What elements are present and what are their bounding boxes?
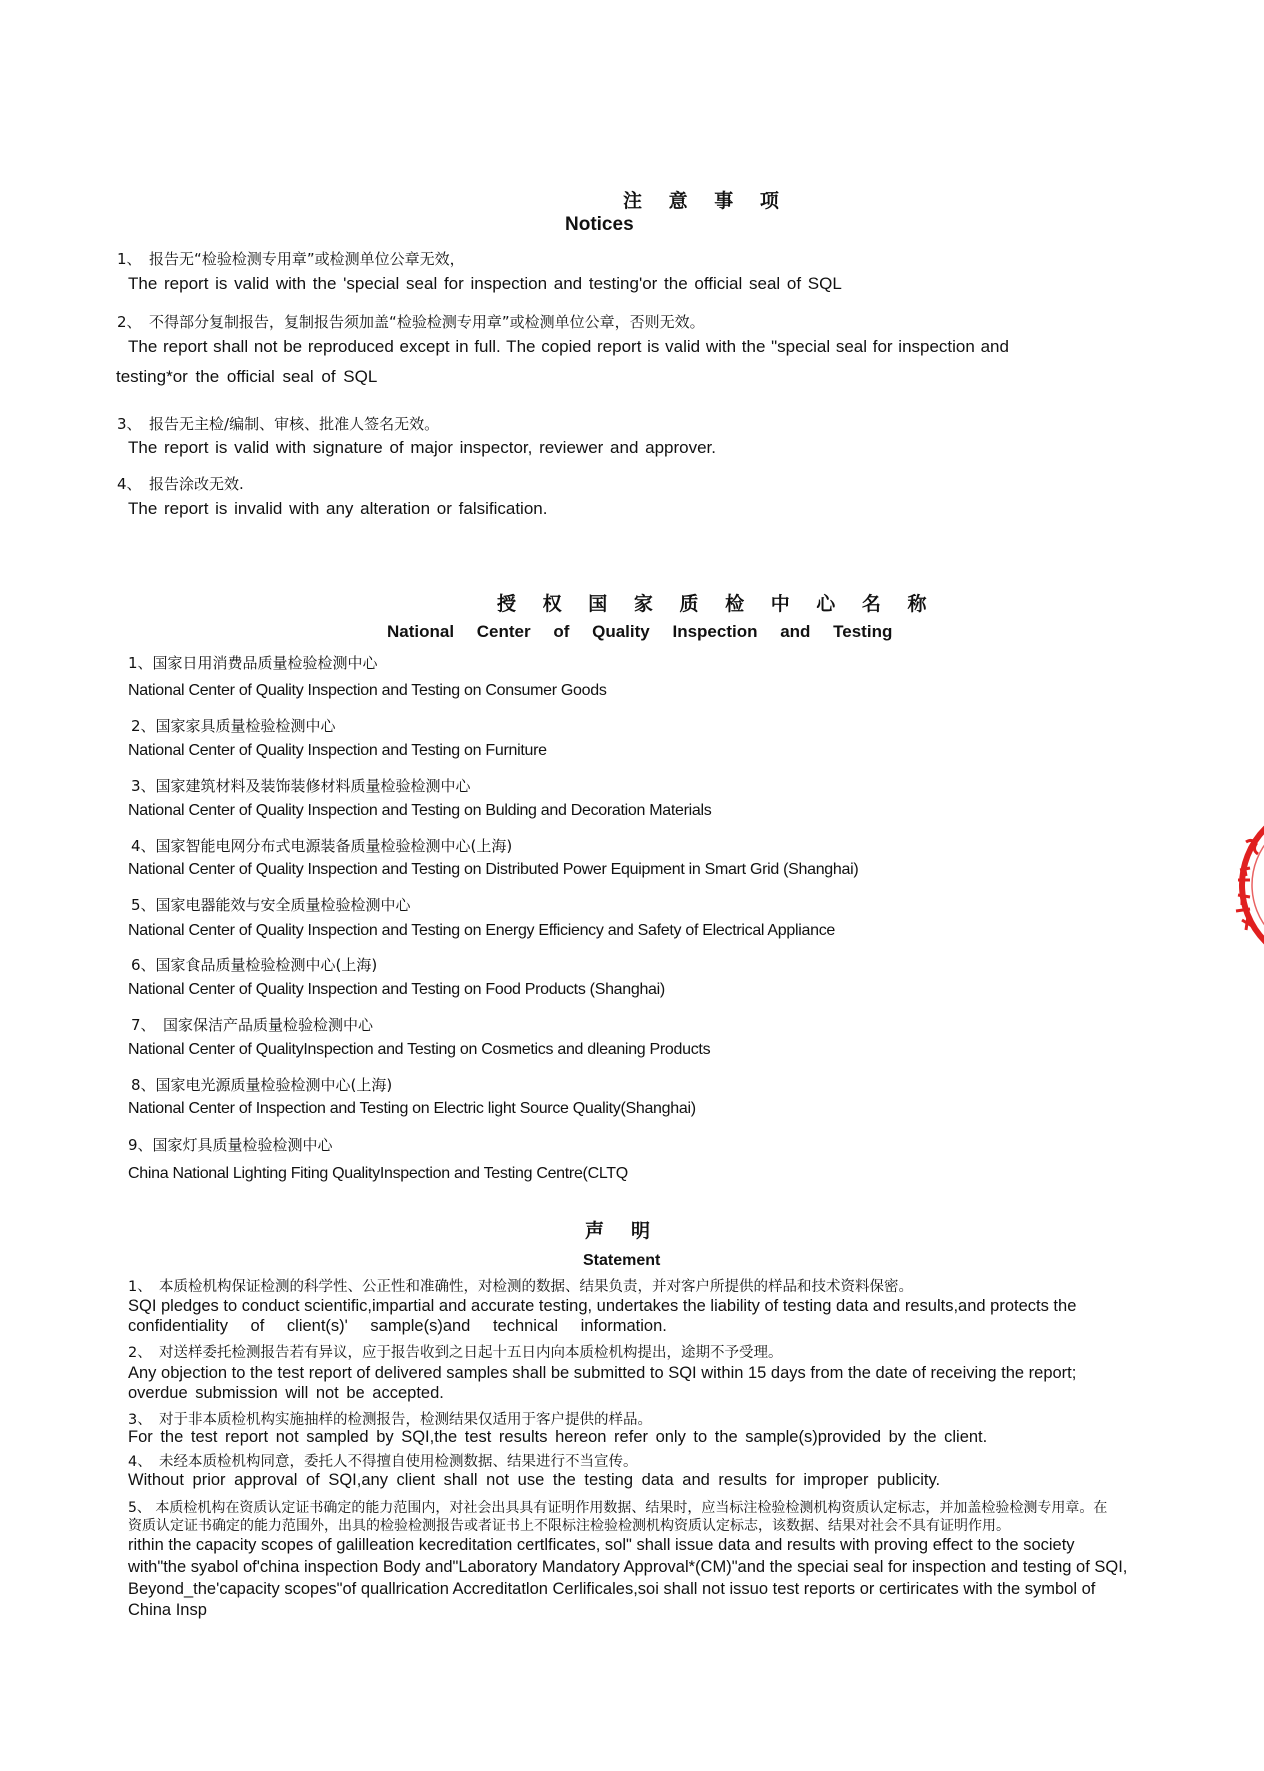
statement-3-zh: 3、 对于非本质检机构实施抽样的检测报告，检测结果仅适用于客户提供的样品。 xyxy=(128,1412,652,1428)
statement-5-en-line1: rithin the capacity scopes of galilleation kecreditation certlficates, sol" shall issue data and results with proving effect to the society xyxy=(128,1536,1075,1554)
center-8-en: National Center of Inspection and Testing on Electric light Source Quality(Shanghai) xyxy=(128,1100,696,1117)
center-7-en: National Center of QualityInspection and Testing on Cosmetics and dleaning Products xyxy=(128,1041,711,1058)
statement-4-zh: 4、 未经本质检机构同意，委托人不得擅自使用检测数据、结果进行不当宣传。 xyxy=(128,1454,638,1470)
center-8-zh: 8、国家电光源质量检验检测中心(上海) xyxy=(131,1076,393,1094)
center-2-zh: 2、国家家具质量检验检测中心 xyxy=(131,717,336,735)
notice-2-zh: 2、 不得部分复制报告，复制报告须加盖“检验检测专用章”或检测单位公章，否则无效。 xyxy=(117,313,705,331)
centers-title-en: National Center of Quality Inspection and Testing xyxy=(387,622,893,641)
center-9-zh: 9、国家灯具质量检验检测中心 xyxy=(128,1136,333,1154)
red-official-seal-icon xyxy=(1222,800,1264,970)
center-2-en: National Center of Quality Inspection and Testing on Furniture xyxy=(128,742,547,759)
center-3-en: National Center of Quality Inspection and Testing on Bulding and Decoration Materials xyxy=(128,802,712,819)
notice-4-zh: 4、 报告涂改无效. xyxy=(117,475,244,493)
statement-3-en: For the test report not sampled by SQI,the test results hereon refer only to the sample(s)provided by the client. xyxy=(128,1428,988,1446)
center-1-en: National Center of Quality Inspection and Testing on Consumer Goods xyxy=(128,682,607,699)
center-4-zh: 4、国家智能电网分布式电源装备质量检验检测中心(上海) xyxy=(131,837,513,855)
statement-2-en-line1: Any objection to the test report of delivered samples shall be submitted to SQI within 15 days from the date of receiving the report; xyxy=(128,1364,1077,1382)
center-6-zh: 6、国家食品质量检验检测中心(上海) xyxy=(131,956,378,974)
notices-title-zh: 注 意 事 项 xyxy=(623,190,789,212)
statement-5-en-line3: Beyond_the'capacity scopes"of quallrication Accreditatlon Cerlificales,soi shall not issuo test reports or certiricates with the symbol of xyxy=(128,1580,1096,1598)
center-3-zh: 3、国家建筑材料及装饰装修材料质量检验检测中心 xyxy=(131,777,471,795)
center-9-en: China National Lighting Fiting QualityInspection and Testing Centre(CLTQ xyxy=(128,1165,628,1182)
center-7-zh: 7、 国家保洁产品质量检验检测中心 xyxy=(131,1016,374,1034)
center-1-zh: 1、国家日用消费品质量检验检测中心 xyxy=(128,654,378,672)
notice-1-zh: 1、 报告无“检验检测专用章”或检测单位公章无效， xyxy=(117,250,465,268)
statement-2-en-line2: overdue submission will not be accepted. xyxy=(128,1384,444,1402)
statement-1-zh: 1、 本质检机构保证检测的科学性、公正性和准确性，对检测的数据、结果负责，并对客户所提供的样品和技术资料保密。 xyxy=(128,1279,913,1295)
statement-title-zh: 声 明 xyxy=(585,1220,655,1242)
statement-5-zh-line2: 资质认定证书确定的能力范围外，出具的检验检测报告或者证书上不限标注检验检测机构资质认定标志，该数据、结果对社会不具有证明作用。 xyxy=(128,1518,1010,1534)
center-5-en: National Center of Quality Inspection and Testing on Energy Efficiency and Safety of Electrical Appliance xyxy=(128,922,836,939)
statement-5-zh-line1: 5、 本质检机构在资质认定证书确定的能力范围内，对社会出具具有证明作用数据、结果时，应当标注检验检测机构资质认定标志，并加盖检验检测专用章。在 xyxy=(128,1500,1108,1516)
notice-1-en: The report is valid with the 'special seal for inspection and testing'or the official seal of SQL xyxy=(128,274,842,293)
statement-4-en: Without prior approval of SQI,any client shall not use the testing data and results for improper publicity. xyxy=(128,1471,941,1489)
center-5-zh: 5、国家电器能效与安全质量检验检测中心 xyxy=(131,896,411,914)
statement-2-zh: 2、 对送样委托检测报告若有异议，应于报告收到之日起十五日内向本质检机构提出，途期不予受理。 xyxy=(128,1345,783,1361)
notice-3-zh: 3、 报告无主检/编制、审核、批准人签名无效。 xyxy=(117,415,440,433)
statement-1-en-line1: SQI pledges to conduct scientific,impartial and accurate testing, undertakes the liability of testing data and results,and protects the xyxy=(128,1297,1077,1315)
notice-2-en-line1: The report shall not be reproduced except in full. The copied report is valid with the "special seal for inspection and xyxy=(128,337,1009,356)
centers-title-zh: 授 权 国 家 质 检 中 心 名 称 xyxy=(497,593,937,615)
statement-1-en-line2: confidentiality of client(s)' sample(s)and technical information. xyxy=(128,1317,667,1335)
statement-5-en-line4: China Insp xyxy=(128,1601,207,1619)
notice-3-en: The report is valid with signature of major inspector, reviewer and approver. xyxy=(128,438,716,457)
center-6-en: National Center of Quality Inspection and Testing on Food Products (Shanghai) xyxy=(128,981,665,998)
statement-title-en: Statement xyxy=(583,1252,661,1269)
center-4-en: National Center of Quality Inspection and Testing on Distributed Power Equipment in Smart Grid (Shanghai) xyxy=(128,861,859,878)
notices-title-en: Notices xyxy=(565,214,634,235)
statement-5-en-line2: with"the syabol of'china inspection Body and"Laboratory Mandatory Approval*(CM)"and the speciai seal for inspection and testing of SQI, xyxy=(128,1558,1128,1576)
notice-4-en: The report is invalid with any alteration or falsification. xyxy=(128,499,548,518)
notice-2-en-line2: testing*or the official seal of SQL xyxy=(116,367,378,386)
